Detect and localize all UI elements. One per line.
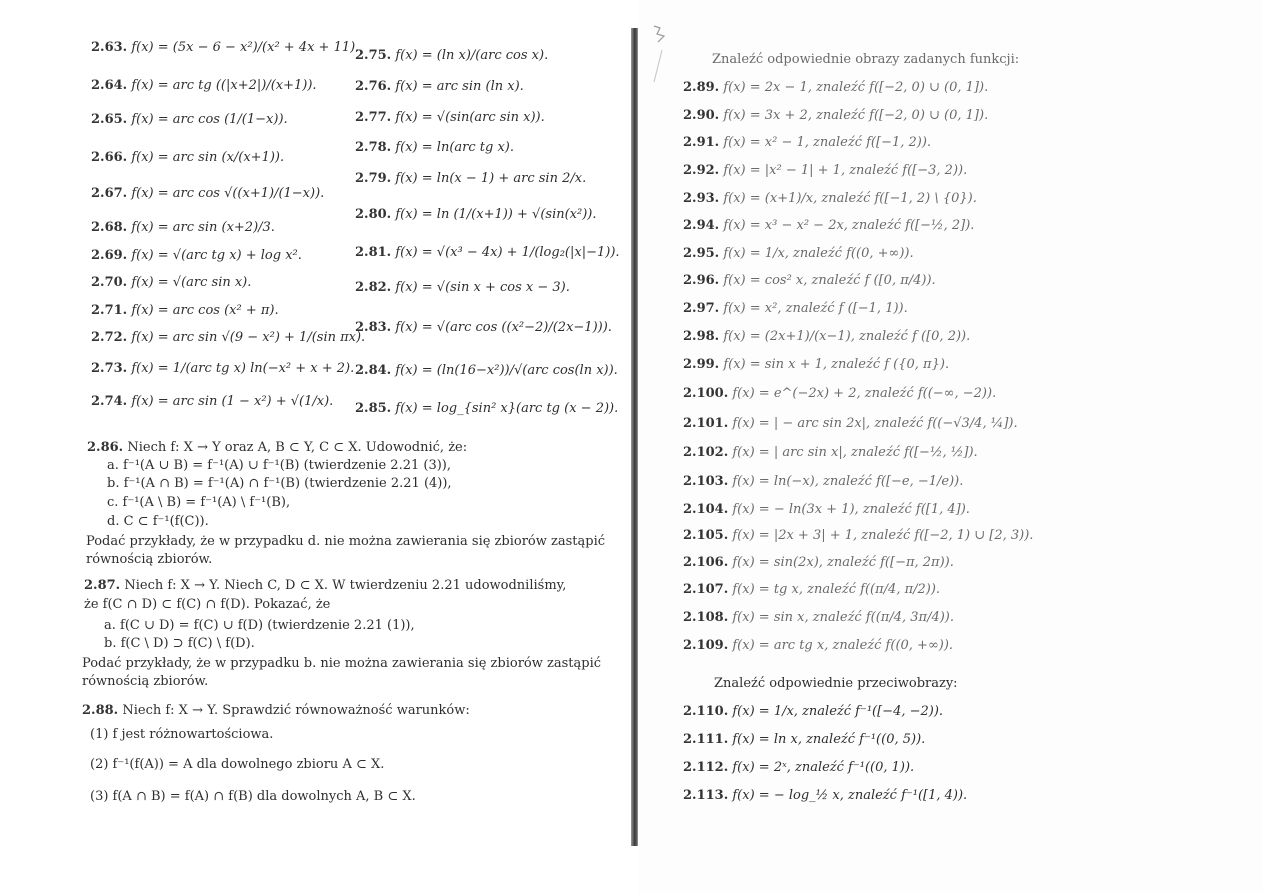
exercise-number: 2.99. [683, 357, 720, 372]
exercise-formula: f(x) = (2x+1)/(x−1), znaleźć f ([0, 2)). [723, 329, 971, 344]
exercise-number: 2.100. [683, 386, 729, 401]
exercise-number: 2.82. [355, 280, 392, 295]
exercise-2-94 [683, 218, 974, 234]
exercise-2-77 [355, 110, 545, 126]
exercise-2-88-condition-2: (2) f⁻¹(f(A)) = A dla dowolnego zbioru A ⊂ X. [90, 757, 385, 772]
exercise-formula: f(x) = | arc sin x|, znaleźć f([−½, ½]). [732, 445, 978, 460]
right-heading-preimages: Znaleźć odpowiednie przeciwobrazy: [714, 676, 958, 691]
exercise-formula: f(x) = arc sin (x+2)/3. [131, 220, 275, 235]
exercise-formula: f(x) = ln(−x), znaleźć f([−e, −1/e)). [732, 474, 964, 489]
exercise-formula: f(x) = (ln(16−x²))/√(arc cos(ln x)). [395, 363, 618, 378]
exercise-2-112 [683, 760, 914, 776]
exercise-2-87-item-b: b. f(C \ D) ⊃ f(C) \ f(D). [104, 636, 255, 651]
exercise-number: 2.111. [683, 732, 729, 747]
exercise-number: 2.107. [683, 582, 729, 597]
exercise-number: 2.77. [355, 110, 392, 125]
exercise-number: 2.94. [683, 218, 720, 233]
exercise-number: 2.74. [91, 394, 128, 409]
exercise-2-89 [683, 80, 988, 96]
exercise-2-82 [355, 280, 570, 296]
exercise-formula: f(x) = √(arc cos ((x²−2)/(2x−1))). [395, 320, 612, 335]
exercise-2-102 [683, 445, 978, 461]
exercise-formula: f(x) = √(arc tg x) + log x². [131, 248, 302, 263]
exercise-2-88-intro [82, 703, 470, 719]
exercise-number: 2.113. [683, 788, 729, 803]
exercise-2-78 [355, 140, 514, 156]
exercise-2-63 [91, 40, 359, 56]
exercise-number: 2.93. [683, 191, 720, 206]
exercise-2-84 [355, 363, 618, 379]
exercise-formula: f(x) = (5x − 6 − x²)/(x² + 4x + 11). [131, 40, 360, 55]
exercise-formula: f(x) = − ln(3x + 1), znaleźć f([1, 4]). [732, 502, 970, 517]
exercise-number: 2.75. [355, 48, 392, 63]
exercise-formula: f(x) = e^(−2x) + 2, znaleźć f((−∞, −2)). [732, 386, 997, 401]
exercise-formula: f(x) = √(sin(arc sin x)). [395, 110, 545, 125]
exercise-number: 2.101. [683, 416, 729, 431]
exercise-2-97 [683, 301, 908, 317]
exercise-number: 2.80. [355, 207, 392, 222]
exercise-2-96 [683, 273, 936, 289]
exercise-2-99 [683, 357, 949, 373]
exercise-2-64 [91, 78, 317, 94]
exercise-formula: f(x) = − log_½ x, znaleźć f⁻¹([1, 4)). [732, 788, 968, 803]
exercise-2-91 [683, 135, 931, 151]
exercise-2-65 [91, 112, 288, 128]
exercise-formula: f(x) = sin(2x), znaleźć f([−π, 2π)). [732, 555, 954, 570]
exercise-formula: f(x) = (ln x)/(arc cos x). [395, 48, 549, 63]
exercise-2-107 [683, 582, 940, 598]
right-heading-images: Znaleźć odpowiednie obrazy zadanych funkcji: [712, 52, 1020, 67]
exercise-number: 2.70. [91, 275, 128, 290]
exercise-number: 2.71. [91, 303, 128, 318]
exercise-number: 2.73. [91, 361, 128, 376]
exercise-number: 2.104. [683, 502, 729, 517]
exercise-number: 2.95. [683, 246, 720, 261]
exercise-formula: f(x) = log_{sin² x}(arc tg (x − 2)). [395, 401, 619, 416]
exercise-2-76 [355, 79, 524, 95]
exercise-2-106 [683, 555, 954, 571]
exercise-2-87-note-2: równością zbiorów. [82, 674, 209, 689]
exercise-formula: f(x) = 3x + 2, znaleźć f([−2, 0) ∪ (0, 1]). [723, 108, 989, 123]
exercise-text: Niech f: X → Y. Sprawdzić równoważność warunków: [122, 703, 470, 718]
exercise-formula: f(x) = arc tg ((|x+2|)/(x+1)). [131, 78, 317, 93]
exercise-number: 2.102. [683, 445, 729, 460]
exercise-2-74 [91, 394, 333, 410]
exercise-text: Niech f: X → Y oraz A, B ⊂ Y, C ⊂ X. Udowodnić, że: [127, 440, 468, 455]
exercise-2-93 [683, 191, 977, 207]
exercise-2-113 [683, 788, 967, 804]
exercise-number: 2.85. [355, 401, 392, 416]
exercise-number: 2.112. [683, 760, 729, 775]
exercise-formula: f(x) = arc cos (x² + π). [131, 303, 279, 318]
exercise-number: 2.65. [91, 112, 128, 127]
exercise-number: 2.103. [683, 474, 729, 489]
exercise-number: 2.87. [84, 578, 121, 593]
exercise-number: 2.69. [91, 248, 128, 263]
exercise-formula: f(x) = sin x, znaleźć f((π/4, 3π/4)). [732, 610, 954, 625]
exercise-formula: f(x) = arc tg x, znaleźć f((0, +∞)). [732, 638, 954, 653]
exercise-2-90 [683, 108, 988, 124]
exercise-2-80 [355, 207, 597, 223]
exercise-number: 2.63. [91, 40, 128, 55]
exercise-2-92 [683, 163, 967, 179]
exercise-formula: f(x) = arc sin (ln x). [395, 79, 524, 94]
exercise-formula: f(x) = arc sin √(9 − x²) + 1/(sin πx). [131, 330, 366, 345]
exercise-2-71 [91, 303, 279, 319]
exercise-number: 2.108. [683, 610, 729, 625]
exercise-formula: f(x) = arc sin (x/(x+1)). [131, 150, 285, 165]
exercise-formula: f(x) = ln(x − 1) + arc sin 2/x. [395, 171, 587, 186]
exercise-number: 2.84. [355, 363, 392, 378]
exercise-number: 2.97. [683, 301, 720, 316]
exercise-number: 2.72. [91, 330, 128, 345]
exercise-number: 2.106. [683, 555, 729, 570]
exercise-number: 2.86. [87, 440, 124, 455]
exercise-formula: f(x) = arc cos (1/(1−x)). [131, 112, 288, 127]
exercise-formula: f(x) = √(x³ − 4x) + 1/(log₂(|x|−1)). [395, 245, 620, 260]
exercise-2-69 [91, 248, 302, 264]
exercise-2-100 [683, 386, 996, 402]
exercise-2-105 [683, 528, 1033, 544]
exercise-number: 2.88. [82, 703, 119, 718]
exercise-formula: f(x) = |x² − 1| + 1, znaleźć f([−3, 2)). [723, 163, 968, 178]
exercise-2-66 [91, 150, 284, 166]
exercise-formula: f(x) = √(sin x + cos x − 3). [395, 280, 570, 295]
scan-corner-mark [650, 22, 672, 84]
exercise-2-101 [683, 416, 1018, 432]
exercise-2-104 [683, 502, 970, 518]
exercise-formula: f(x) = arc sin (1 − x²) + √(1/x). [131, 394, 334, 409]
exercise-2-109 [683, 638, 953, 654]
exercise-number: 2.92. [683, 163, 720, 178]
exercise-2-79 [355, 171, 586, 187]
exercise-2-103 [683, 474, 963, 490]
exercise-formula: f(x) = x³ − x² − 2x, znaleźć f([−½, 2]). [723, 218, 975, 233]
exercise-number: 2.76. [355, 79, 392, 94]
exercise-text: Niech f: X → Y. Niech C, D ⊂ X. W twierdzeniu 2.21 udowodniliśmy, [124, 578, 567, 593]
exercise-number: 2.105. [683, 528, 729, 543]
exercise-2-81 [355, 245, 620, 261]
exercise-number: 2.96. [683, 273, 720, 288]
exercise-number: 2.91. [683, 135, 720, 150]
exercise-formula: f(x) = tg x, znaleźć f((π/4, π/2)). [732, 582, 941, 597]
exercise-2-110 [683, 704, 943, 720]
exercise-formula: f(x) = ln x, znaleźć f⁻¹((0, 5)). [732, 732, 926, 747]
exercise-number: 2.89. [683, 80, 720, 95]
exercise-2-68 [91, 220, 275, 236]
exercise-2-87-intro-2: że f(C ∩ D) ⊂ f(C) ∩ f(D). Pokazać, że [84, 597, 331, 612]
exercise-number: 2.98. [683, 329, 720, 344]
exercise-formula: f(x) = | − arc sin 2x|, znaleźć f((−√3/4, ¼]). [732, 416, 1018, 431]
exercise-number: 2.66. [91, 150, 128, 165]
exercise-2-72 [91, 330, 365, 346]
exercise-number: 2.110. [683, 704, 729, 719]
exercise-2-86-note: Podać przykłady, że w przypadku d. nie można zawierania się zbiorów zastąpić [86, 534, 606, 549]
exercise-formula: f(x) = 1/x, znaleźć f⁻¹([−4, −2)). [732, 704, 944, 719]
exercise-formula: f(x) = x², znaleźć f ([−1, 1)). [723, 301, 908, 316]
exercise-number: 2.67. [91, 186, 128, 201]
exercise-2-85 [355, 401, 618, 417]
exercise-number: 2.81. [355, 245, 392, 260]
exercise-2-83 [355, 320, 612, 336]
exercise-2-75 [355, 48, 548, 64]
exercise-formula: f(x) = x² − 1, znaleźć f([−1, 2)). [723, 135, 932, 150]
exercise-formula: f(x) = sin x + 1, znaleźć f ({0, π}). [723, 357, 950, 372]
exercise-formula: f(x) = |2x + 3| + 1, znaleźć f([−2, 1) ∪ [2, 3)). [732, 528, 1034, 543]
exercise-2-86-item-d: d. C ⊂ f⁻¹(f(C)). [107, 514, 209, 529]
exercise-2-73 [91, 361, 354, 377]
exercise-2-87-item-a: a. f(C ∪ D) = f(C) ∪ f(D) (twierdzenie 2.21 (1)), [104, 618, 415, 633]
exercise-2-86-note-2: równością zbiorów. [86, 552, 213, 567]
exercise-formula: f(x) = arc cos √((x+1)/(1−x)). [131, 186, 325, 201]
exercise-number: 2.68. [91, 220, 128, 235]
exercise-formula: f(x) = 1/(arc tg x) ln(−x² + x + 2). [131, 361, 355, 376]
exercise-formula: f(x) = 2ˣ, znaleźć f⁻¹((0, 1)). [732, 760, 915, 775]
exercise-2-70 [91, 275, 251, 291]
exercise-2-87-note: Podać przykłady, że w przypadku b. nie można zawierania się zbiorów zastąpić [82, 656, 602, 671]
exercise-formula: f(x) = 2x − 1, znaleźć f([−2, 0) ∪ (0, 1]). [723, 80, 989, 95]
exercise-number: 2.109. [683, 638, 729, 653]
exercise-2-98 [683, 329, 970, 345]
exercise-number: 2.90. [683, 108, 720, 123]
exercise-formula: f(x) = cos² x, znaleźć f ([0, π/4)). [723, 273, 936, 288]
exercise-number: 2.64. [91, 78, 128, 93]
exercise-2-86-item-c: c. f⁻¹(A \ B) = f⁻¹(A) \ f⁻¹(B), [107, 495, 291, 510]
exercise-formula: f(x) = 1/x, znaleźć f((0, +∞)). [723, 246, 914, 261]
exercise-2-67 [91, 186, 324, 202]
exercise-2-86-item-b: b. f⁻¹(A ∩ B) = f⁻¹(A) ∩ f⁻¹(B) (twierdzenie 2.21 (4)), [107, 476, 452, 491]
exercise-2-88-condition-3: (3) f(A ∩ B) = f(A) ∩ f(B) dla dowolnych A, B ⊂ X. [90, 789, 416, 804]
exercise-formula: f(x) = ln(arc tg x). [395, 140, 514, 155]
exercise-2-86-intro [87, 440, 467, 456]
exercise-formula: f(x) = ln (1/(x+1)) + √(sin(x²)). [395, 207, 597, 222]
exercise-number: 2.79. [355, 171, 392, 186]
exercise-2-86-item-a: a. f⁻¹(A ∪ B) = f⁻¹(A) ∪ f⁻¹(B) (twierdzenie 2.21 (3)), [107, 458, 451, 473]
exercise-2-108 [683, 610, 954, 626]
exercise-formula: f(x) = √(arc sin x). [131, 275, 252, 290]
exercise-number: 2.83. [355, 320, 392, 335]
exercise-2-87-intro [84, 578, 566, 594]
exercise-number: 2.78. [355, 140, 392, 155]
exercise-2-88-condition-1: (1) f jest różnowartościowa. [90, 727, 274, 742]
exercise-2-111 [683, 732, 925, 748]
exercise-formula: f(x) = (x+1)/x, znaleźć f([−1, 2) \ {0}). [723, 191, 977, 206]
exercise-2-95 [683, 246, 914, 262]
